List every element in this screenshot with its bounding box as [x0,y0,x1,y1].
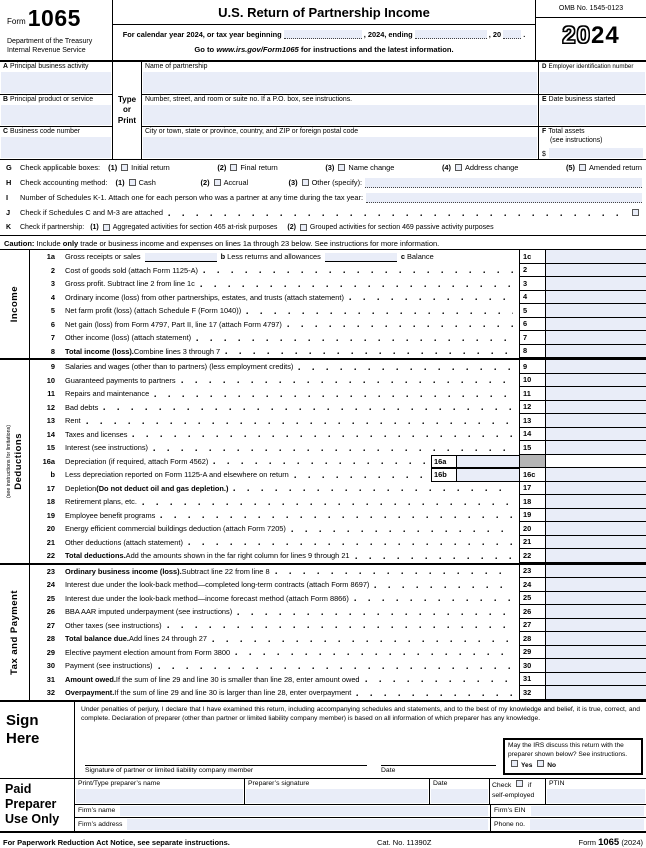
line-H-row: H Check accounting method: (1) Cash (2) Accrual (3) Other (specify): [0,175,646,190]
line-6-amount-field[interactable] [546,318,646,332]
firm-name-field[interactable] [120,806,488,816]
line-23-box: 23 [519,565,546,579]
line-24-amount-field[interactable] [546,578,646,592]
line-K-row: K Check if partnership: (1) Aggregated activities for section 465 at-risk purposes (2) Grouped activities for section 469 passive activity purposes [0,220,646,235]
option-other-specify: (3) Other (specify): [288,178,363,187]
line-number: 23 [46,566,55,576]
line-30-row [30,659,646,673]
line-5-row [30,304,646,318]
line-number: 9 [50,362,55,372]
sign-here-content [75,702,646,778]
line-5-amount-field[interactable] [546,304,646,318]
option-amended-return: (5) Amended return [565,163,642,172]
schedules-k1-count-field[interactable] [366,193,642,203]
option-label: Accrual [223,178,249,187]
deductions-rows [30,360,646,563]
grouped-activities-for-section-469-passive-activity-purposes-checkbox[interactable] [300,224,307,231]
line-31-box: 31 [519,673,546,687]
line-7-row [30,331,646,345]
dollar-sign: $ [542,151,546,159]
line-9-amount-field[interactable] [546,360,646,374]
line-1c-box: 1c [519,250,546,264]
line-description: Elective payment election amount from Form 3800 [58,646,519,660]
line-G-row: G Check applicable boxes: (1) Initial return (2) Final return (3) Name change (4) Address change (5) Amended return [6,163,642,172]
line-26-box: 26 [519,605,546,619]
sign-here-label: Sign Here [0,702,75,778]
line-21-box: 21 [519,536,546,550]
option-cash: (1) Cash [115,178,156,187]
income-section [0,250,646,360]
initial-return-checkbox[interactable] [121,164,128,171]
line-17-box: 17 [519,482,546,496]
line-number: 10 [46,375,55,385]
address-change-checkbox[interactable] [455,164,462,171]
line-30-amount-field[interactable] [546,659,646,673]
preparer-name-field[interactable] [76,789,243,803]
line-2-amount-field[interactable] [546,264,646,278]
g-options [108,163,642,172]
tax-payment-rows [30,565,646,700]
partner-signature-date-line[interactable]: Date [381,765,496,774]
line-27-box: 27 [519,619,546,633]
option-address-change: (4) Address change [441,163,519,172]
line-22-box: 22 [519,549,546,563]
line-number: 24 [46,580,55,590]
line-15-row [30,441,646,455]
irs-discuss-box: May the IRS discuss this return with the preparer shown below? See instructions. Yes No [503,738,643,775]
line-18-box: 18 [519,495,546,509]
line-17-row [30,482,646,496]
entity-info-block [0,62,646,160]
line-9-box: 9 [519,360,546,374]
line-number: 20 [46,524,55,534]
irs-discuss-no-checkbox[interactable] [537,760,544,767]
other-method-specify-field[interactable] [365,178,642,188]
dot-leader [355,557,513,563]
line-16c-amount-field[interactable] [546,468,646,482]
option-label: Address change [464,163,519,172]
preparer-signature-field[interactable] [246,789,428,803]
type-or-print-label: Type or Print [113,62,142,159]
form-footer [0,833,646,848]
line-6-row [30,318,646,332]
street-address-cell: Number, street, and room or suite no. If a P.O. box, see instructions. [142,95,538,128]
line-2-row [30,264,646,278]
line-number: 8 [50,346,55,356]
line-number: 12 [46,402,55,412]
principal-business-activity-cell: A Principal business activity [0,62,112,95]
line-description: Gross profit. Subtract line 2 from line 1c [58,277,519,291]
ein-cell: D Employer identification number [539,62,646,95]
business-code-field[interactable] [1,137,111,158]
line-description: BBA AAR imputed underpayment (see instructions) [58,605,519,619]
line-21-row [30,536,646,550]
city-state-zip-cell: City or town, state or province, country, and ZIP or foreign postal code [142,127,538,159]
other-specify-checkbox[interactable] [302,179,309,186]
form-number: 1065 [27,5,81,31]
line-16b-amount-field[interactable] [457,468,519,482]
line-26-row [30,605,646,619]
line-26-amount-field[interactable] [546,605,646,619]
line-24-row [30,578,646,592]
line-18-amount-field[interactable] [546,495,646,509]
line-description: Taxes and licenses [58,428,519,442]
line-20-amount-field[interactable] [546,522,646,536]
option-label: Amended return [589,163,642,172]
line-23-amount-field[interactable] [546,565,646,579]
line-number: 1a [46,252,55,262]
line-5-box: 5 [519,304,546,318]
dot-leader [356,694,513,700]
entity-right-column [539,62,646,159]
option-label: Other (specify): [311,178,363,187]
tax-payment-section [0,565,646,702]
line-number: 29 [46,647,55,657]
line-6-box: 6 [519,318,546,332]
business-code-cell: C Business code number [0,127,112,159]
total-assets-field[interactable] [549,148,643,158]
line-number: 15 [46,443,55,453]
line-number: 21 [46,537,55,547]
line-I-row: I Number of Schedules K-1. Attach one for each person who was a partner at any time during the tax year: [0,190,646,205]
line-3-amount-field[interactable] [546,277,646,291]
option-initial-return: (1) Initial return [108,163,170,172]
line-number: 5 [50,306,55,316]
line-description: Other deductions (attach statement) [58,536,519,550]
option-label: Name change [348,163,395,172]
form-number-block [0,0,113,60]
preparer-signature-cell: Preparer’s signature [245,779,430,804]
line-28-amount-field[interactable] [546,632,646,646]
partner-signature-line[interactable]: Signature of partner or limited liability company member [85,765,367,774]
line-14-amount-field[interactable] [546,428,646,442]
line-10-box: 10 [519,374,546,388]
line-13-amount-field[interactable] [546,414,646,428]
gross-receipts-field[interactable] [145,253,217,262]
line-17-amount-field[interactable] [546,482,646,496]
line-description: Employee benefit programs [58,509,519,523]
goto-line: Go to www.irs.gov/Form1065 for instructions and the latest information. [194,45,454,54]
line-2-box: 2 [519,264,546,278]
line-24-box: 24 [519,578,546,592]
line-32-amount-field[interactable] [546,686,646,700]
line-number: 4 [50,292,55,302]
line-22-row [30,549,646,563]
line-number: 31 [46,674,55,684]
line-16a-box: 16a [431,455,457,469]
k-options [90,224,503,231]
line-description: Net farm profit (loss) (attach Schedule F (Form 1040)) [58,304,519,318]
schedules-c-m3-checkbox[interactable] [632,209,639,216]
line-number: 3 [50,279,55,289]
option-accrual: (2) Accrual [200,178,249,187]
shaded-cell [519,455,546,469]
income-rows [30,250,646,358]
dot-leader [225,352,513,358]
partnership-name-field[interactable] [143,72,537,93]
line-12-row [30,401,646,415]
line-12-amount-field[interactable] [546,401,646,415]
line-27-amount-field[interactable] [546,619,646,633]
line-30-box: 30 [519,659,546,673]
entity-left-column [0,62,113,159]
ein-field[interactable] [540,72,645,93]
line-11-row [30,387,646,401]
line-19-box: 19 [519,509,546,523]
total-assets-cell: F Total assets (see instructions) $ [539,127,646,159]
line-description: Salaries and wages (other than to partners) (less employment credits) [58,360,519,374]
street-address-field[interactable] [143,105,537,126]
city-state-zip-field[interactable] [143,137,537,158]
line-28-row [30,632,646,646]
income-section-label: Income [0,250,30,358]
line-21-amount-field[interactable] [546,536,646,550]
line-29-box: 29 [519,646,546,660]
line-18-row [30,495,646,509]
line-number: 32 [46,688,55,698]
tax-year-beginning-field[interactable] [284,30,362,39]
line-J-row: J Check if Schedules C and M-3 are attached [0,205,646,220]
line-number: 11 [47,389,55,399]
tax-year-badge: 2024 [562,22,620,49]
line-31-amount-field[interactable] [546,673,646,687]
line-9-row [30,360,646,374]
paperwork-notice: For Paperwork Reduction Act Notice, see separate instructions. [3,837,230,847]
line-description: Interest (see instructions) [58,441,519,455]
line-number: 6 [50,319,55,329]
line-number: 13 [46,416,55,426]
preparer-date-cell: Date [430,779,490,804]
final-return-checkbox[interactable] [230,164,237,171]
line-4-row [30,291,646,305]
line-16a-outer-blank [546,455,646,469]
line-description: Energy efficient commercial buildings deduction (attach Form 7205) [58,522,519,536]
date-business-started-field[interactable] [540,105,645,126]
line-27-row [30,619,646,633]
preparer-date-field[interactable] [431,789,488,803]
preparer-name-cell: Print/Type preparer’s name [75,779,245,804]
entity-main-column [142,62,539,159]
line-22-amount-field[interactable] [546,549,646,563]
line-20-box: 20 [519,522,546,536]
line-32-box: 32 [519,686,546,700]
line-description: Gross receipts or sales b Less returns and allowances c Balance [65,252,434,262]
line-description: Amount owed. If the sum of line 29 and line 30 is smaller than line 28, enter amount owed [58,673,519,687]
form-header [0,0,646,62]
line-29-amount-field[interactable] [546,646,646,660]
line-10-row [30,374,646,388]
line-7-amount-field[interactable] [546,331,646,345]
option-label: Grouped activities for section 469 passive activity purposes [309,224,494,231]
form-title: U.S. Return of Partnership Income [113,0,535,25]
line-25-amount-field[interactable] [546,592,646,606]
line-description: Interest due under the look-back method—income forecast method (attach Form 8866) [58,592,519,606]
amended-return-checkbox[interactable] [579,164,586,171]
tax-payment-section-label: Tax and Payment [0,565,30,700]
option-label: Final return [240,163,278,172]
line-12-box: 12 [519,401,546,415]
line-number: b [50,470,55,480]
option-label: Initial return [131,163,170,172]
line-number: 19 [46,510,55,520]
line-b-row [30,468,646,482]
option-grouped-activities-for-section-469-passive-activity-purposes: (2) Grouped activities for section 469 passive activity purposes [287,224,494,231]
line-13-row [30,414,646,428]
option-final-return: (2) Final return [217,163,278,172]
line-description: Ordinary business income (loss). Subtract line 22 from line 8 [58,565,519,579]
line-description: Rent [58,414,519,428]
self-employed-checkbox[interactable] [516,780,523,787]
option-label: Aggregated activities for section 465 at-risk purposes [112,224,278,231]
line-number: 16a [42,456,55,466]
line-8-amount-field[interactable] [546,345,646,359]
line-19-row [30,509,646,523]
line-4-box: 4 [519,291,546,305]
line-15-amount-field[interactable] [546,441,646,455]
line-number: 2 [50,265,55,275]
line-4-amount-field[interactable] [546,291,646,305]
ptin-field[interactable] [547,789,645,803]
line-description: Bad debts [58,401,519,415]
line-description: Less depreciation reported on Form 1125-A and elsewhere on return [58,468,431,482]
option-aggregated-activities-for-section-465-at-risk-purposes: (1) Aggregated activities for section 465 at-risk purposes [90,224,278,231]
line-7-box: 7 [519,331,546,345]
self-employed-cell: Check if self-employed [490,779,546,804]
deductions-section-label: (see instructions for limitations) Deductions [0,360,30,563]
line-3-row [30,277,646,291]
line-description: Total deductions. Add the amounts shown in the far right column for lines 9 through 21 [58,549,519,563]
line-number: 18 [46,497,55,507]
phone-field[interactable] [530,819,644,830]
returns-allowances-field[interactable] [325,253,397,262]
line-description: Payment (see instructions) [58,659,519,673]
line-number: 27 [46,620,55,630]
perjury-statement: Under penalties of perjury, I declare that I have examined this return, including accompanying schedules and statements, and to the best of my knowledge and belief, it is true, correct, and complete. Declaration of preparer (other than partner or limited liability company member) is based on all information of which preparer has any knowledge. [81,705,640,722]
catalog-number: Cat. No. 11390Z [376,837,432,847]
checkbox-section [0,160,646,250]
line-20-row [30,522,646,536]
line-32-row [30,686,646,700]
principal-product-field[interactable] [1,105,111,126]
line-3-box: 3 [519,277,546,291]
form-footer-id: Form 1065 (2024) [578,836,643,848]
line-1a-row [30,250,646,264]
partnership-name-cell: Name of partnership [142,62,538,95]
line-19-amount-field[interactable] [546,509,646,523]
line-8-row [30,345,646,359]
line-number: 26 [46,607,55,617]
line-14-row [30,428,646,442]
line-11-box: 11 [519,387,546,401]
line-description: Overpayment. If the sum of line 29 and line 30 is larger than line 28, enter overpayment [58,686,519,700]
date-business-started-cell: E Date business started [539,95,646,128]
principal-product-cell: B Principal product or service [0,95,112,128]
line-description: Ordinary income (loss) from other partnerships, estates, and trusts (attach statement) [58,291,519,305]
line-number: 17 [46,483,55,493]
aggregated-activities-for-section-465-at-risk-purposes-checkbox[interactable] [103,224,110,231]
line-25-box: 25 [519,592,546,606]
firm-address-field[interactable] [127,819,488,830]
line-description: Depreciation (if required, attach Form 4562) [58,455,431,469]
line-description: Guaranteed payments to partners [58,374,519,388]
line-16c-box: 16c [519,468,546,482]
line-13-box: 13 [519,414,546,428]
accrual-checkbox[interactable] [214,179,221,186]
line-number: 25 [46,593,55,603]
line-description: Repairs and maintenance [58,387,519,401]
paid-preparer-section: Paid Preparer Use Only Print/Type preparer’s name Preparer’s signature Date Check if self-employed PTIN Firm’s name Firm’s EIN Firm’s address Phone no. [0,779,646,833]
irs-url: www.irs.gov/Form1065 [216,45,299,54]
deductions-section [0,360,646,565]
line-29-row [30,646,646,660]
option-name-change: (3) Name change [325,163,395,172]
line-number: 14 [46,429,55,439]
line-8-box: 8 [519,345,546,359]
line-25-row [30,592,646,606]
line-number: 22 [46,551,55,561]
ptin-cell: PTIN [546,779,646,804]
line-number: 7 [50,333,55,343]
name-change-checkbox[interactable] [338,164,345,171]
line-16a-row [30,455,646,469]
cash-checkbox[interactable] [129,179,136,186]
line-description: Total balance due. Add lines 24 through 27 [58,632,519,646]
line-14-box: 14 [519,428,546,442]
tax-year-ending-field[interactable] [415,30,487,39]
line-description: Other income (loss) (attach statement) [58,331,519,345]
line-number: 28 [46,634,55,644]
irs-discuss-yes-checkbox[interactable] [511,760,518,767]
line-23-row [30,565,646,579]
dot-leader [168,214,623,220]
sign-here-section [0,702,646,779]
line-15-box: 15 [519,441,546,455]
line-description: Cost of goods sold (attach Form 1125-A) [58,264,519,278]
agency-name: Department of the Treasury Internal Revenue Service [7,38,93,54]
tax-year-yy-field[interactable] [503,30,521,39]
h-options [116,178,642,188]
line-16a-amount-field[interactable] [457,455,519,469]
line-description: Total income (loss). Combine lines 3 through 7 [58,345,519,359]
line-description: Retirement plans, etc. [58,495,519,509]
line-28-box: 28 [519,632,546,646]
caution-line: Caution: Include only trade or business income and expenses on lines 1a through 23 below. See instructions for more information. [0,235,646,250]
line-31-row [30,673,646,687]
form-word: Form [7,17,26,26]
omb-year-block [536,0,646,60]
line-description: Other taxes (see instructions) [58,619,519,633]
firm-ein-field[interactable] [531,806,644,816]
paid-preparer-label: Paid Preparer Use Only [0,779,75,831]
line-number: 30 [46,661,55,671]
omb-number: OMB No. 1545-0123 [536,0,646,18]
line-1c-amount-field[interactable] [546,250,646,264]
line-16b-box: 16b [431,468,457,482]
line-description: Interest due under the look-back method—completed long-term contracts (attach Form 8697) [58,578,519,592]
line-description: Net gain (loss) from Form 4797, Part II, line 17 (attach Form 4797) [58,318,519,332]
line-description: Depletion (Do not deduct oil and gas depletion.) [58,482,519,496]
calendar-year-line: For calendar year 2024, or tax year beginning , 2024, ending , 20 . [122,30,526,39]
line-10-amount-field[interactable] [546,374,646,388]
principal-business-activity-field[interactable] [1,72,111,93]
title-block [113,0,536,60]
line-11-amount-field[interactable] [546,387,646,401]
option-label: Cash [138,178,156,187]
